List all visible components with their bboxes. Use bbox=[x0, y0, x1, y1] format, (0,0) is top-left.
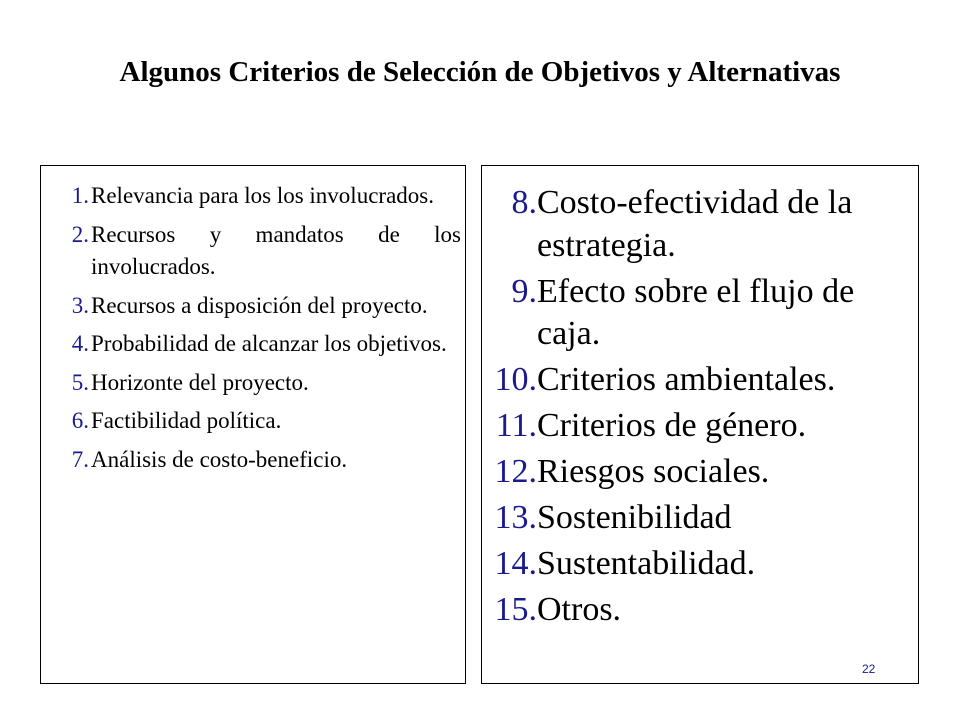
item-text: Criterios de género. bbox=[537, 407, 807, 444]
list-item bbox=[47, 367, 461, 400]
list-item bbox=[47, 405, 461, 438]
item-number: 11. bbox=[495, 407, 537, 444]
item-number: 14. bbox=[494, 545, 537, 582]
item-text: Análisis de costo-beneficio. bbox=[91, 446, 348, 472]
list-item bbox=[488, 451, 916, 494]
list-item bbox=[47, 219, 461, 284]
item-number: 15. bbox=[494, 591, 537, 628]
item-text: Efecto sobre el flujo de caja. bbox=[537, 272, 855, 352]
slide-title: Algunos Criterios de Selección de Objetivos y Alternativas bbox=[119, 56, 841, 88]
item-number: 10. bbox=[494, 361, 537, 398]
item-text: Horizonte del proyecto. bbox=[91, 369, 309, 395]
item-number: 5. bbox=[71, 369, 89, 395]
list-item bbox=[488, 271, 916, 356]
item-number: 3. bbox=[71, 292, 89, 318]
list-item bbox=[488, 589, 916, 632]
list-item bbox=[488, 543, 916, 586]
right-criteria-box bbox=[481, 165, 919, 684]
item-text: Recursos y mandatos de los involucrados. bbox=[91, 221, 461, 279]
item-text: Sustentabilidad. bbox=[537, 545, 756, 582]
item-text: Riesgos sociales. bbox=[537, 453, 770, 490]
list-item bbox=[488, 359, 916, 402]
item-number: 1. bbox=[71, 183, 89, 208]
list-item bbox=[47, 180, 461, 213]
item-text: Criterios ambientales. bbox=[537, 361, 836, 398]
list-item bbox=[488, 405, 916, 448]
item-text: Sostenibilidad bbox=[537, 499, 732, 536]
list-item bbox=[47, 444, 461, 477]
list-item bbox=[488, 182, 916, 267]
item-number: 4. bbox=[71, 331, 89, 356]
item-number: 12. bbox=[494, 453, 537, 490]
left-criteria-list bbox=[47, 180, 461, 482]
item-text: Recursos a disposición del proyecto. bbox=[91, 292, 428, 318]
item-number: 2. bbox=[71, 221, 89, 247]
item-number: 13. bbox=[494, 499, 537, 536]
item-number: 9. bbox=[511, 272, 537, 310]
item-number: 7. bbox=[71, 446, 89, 472]
left-criteria-box bbox=[40, 165, 466, 684]
item-number: 8. bbox=[511, 184, 537, 221]
item-text: Factibilidad política. bbox=[91, 408, 282, 433]
list-item bbox=[47, 290, 461, 323]
item-number: 6. bbox=[71, 408, 89, 433]
item-text: Costo-efectividad de la estrategia. bbox=[537, 184, 853, 264]
item-text: Otros. bbox=[537, 591, 622, 628]
right-criteria-list bbox=[488, 182, 916, 635]
item-text: Probabilidad de alcanzar los objetivos. bbox=[91, 331, 447, 356]
item-text: Relevancia para los los involucrados. bbox=[91, 183, 434, 208]
page-number: 22 bbox=[862, 662, 876, 676]
list-item bbox=[488, 497, 916, 540]
list-item bbox=[47, 328, 461, 361]
